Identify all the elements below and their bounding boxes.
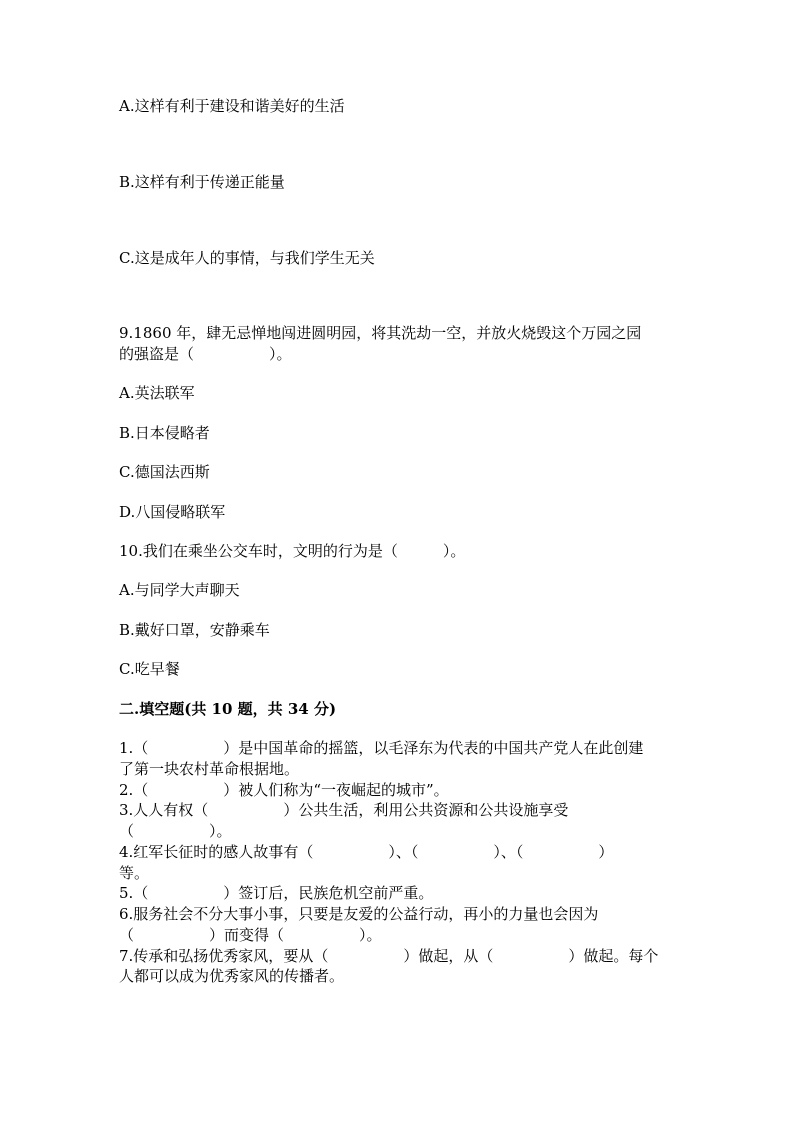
question-10-option-b: B.戴好口罩，安静乘车 bbox=[119, 621, 270, 639]
section-2-title: 二.填空题(共 10 题，共 34 分) bbox=[119, 700, 337, 718]
question-9-stem-line-1: 9.1860 年，肆无忌惮地闯进圆明园，将其洗劫一空，并放火烧毁这个万园之园 bbox=[119, 324, 642, 342]
fill-q3-line-2: （ ）。 bbox=[119, 822, 232, 840]
question-10-stem: 10.我们在乘坐公交车时，文明的行为是（ ）。 bbox=[119, 542, 466, 560]
option-a: A.这样有利于建设和谐美好的生活 bbox=[119, 97, 345, 115]
question-9-option-c: C.德国法西斯 bbox=[119, 463, 210, 481]
option-c: C.这是成年人的事情，与我们学生无关 bbox=[119, 249, 375, 267]
fill-q6-line-2: （ ）而变得（ ）。 bbox=[119, 926, 382, 944]
fill-q7-line-1: 7.传承和弘扬优秀家风，要从（ ）做起，从（ ）做起。每个 bbox=[119, 947, 659, 965]
fill-q7-line-2: 人都可以成为优秀家风的传播者。 bbox=[119, 967, 345, 985]
fill-q4-line-1: 4.红军长征时的感人故事有（ ）、（ ）、（ ） bbox=[119, 843, 614, 861]
question-10-option-c: C.吃早餐 bbox=[119, 660, 180, 678]
fill-q1-line-2: 了第一块农村革命根据地。 bbox=[119, 760, 300, 778]
fill-q1-line-1: 1.（ ）是中国革命的摇篮，以毛泽东为代表的中国共产党人在此创建 bbox=[119, 739, 644, 757]
question-10-option-a: A.与同学大声聊天 bbox=[119, 581, 240, 599]
question-9-option-a: A.英法联军 bbox=[119, 384, 195, 402]
question-9-option-b: B.日本侵略者 bbox=[119, 424, 210, 442]
fill-q5: 5.（ ）签订后，民族危机空前严重。 bbox=[119, 884, 434, 902]
fill-q3-line-1: 3.人人有权（ ）公共生活，利用公共资源和公共设施享受 bbox=[119, 801, 569, 819]
fill-q2: 2.（ ）被人们称为“一夜崛起的城市”。 bbox=[119, 781, 449, 799]
fill-q4-line-2: 等。 bbox=[119, 864, 150, 882]
fill-q6-line-1: 6.服务社会不分大事小事，只要是友爱的公益行动，再小的力量也会因为 bbox=[119, 905, 599, 923]
option-b: B.这样有利于传递正能量 bbox=[119, 173, 285, 191]
question-9-stem-line-2: 的强盗是（ ）。 bbox=[119, 345, 292, 363]
question-9-option-d: D.八国侵略联军 bbox=[119, 503, 226, 521]
